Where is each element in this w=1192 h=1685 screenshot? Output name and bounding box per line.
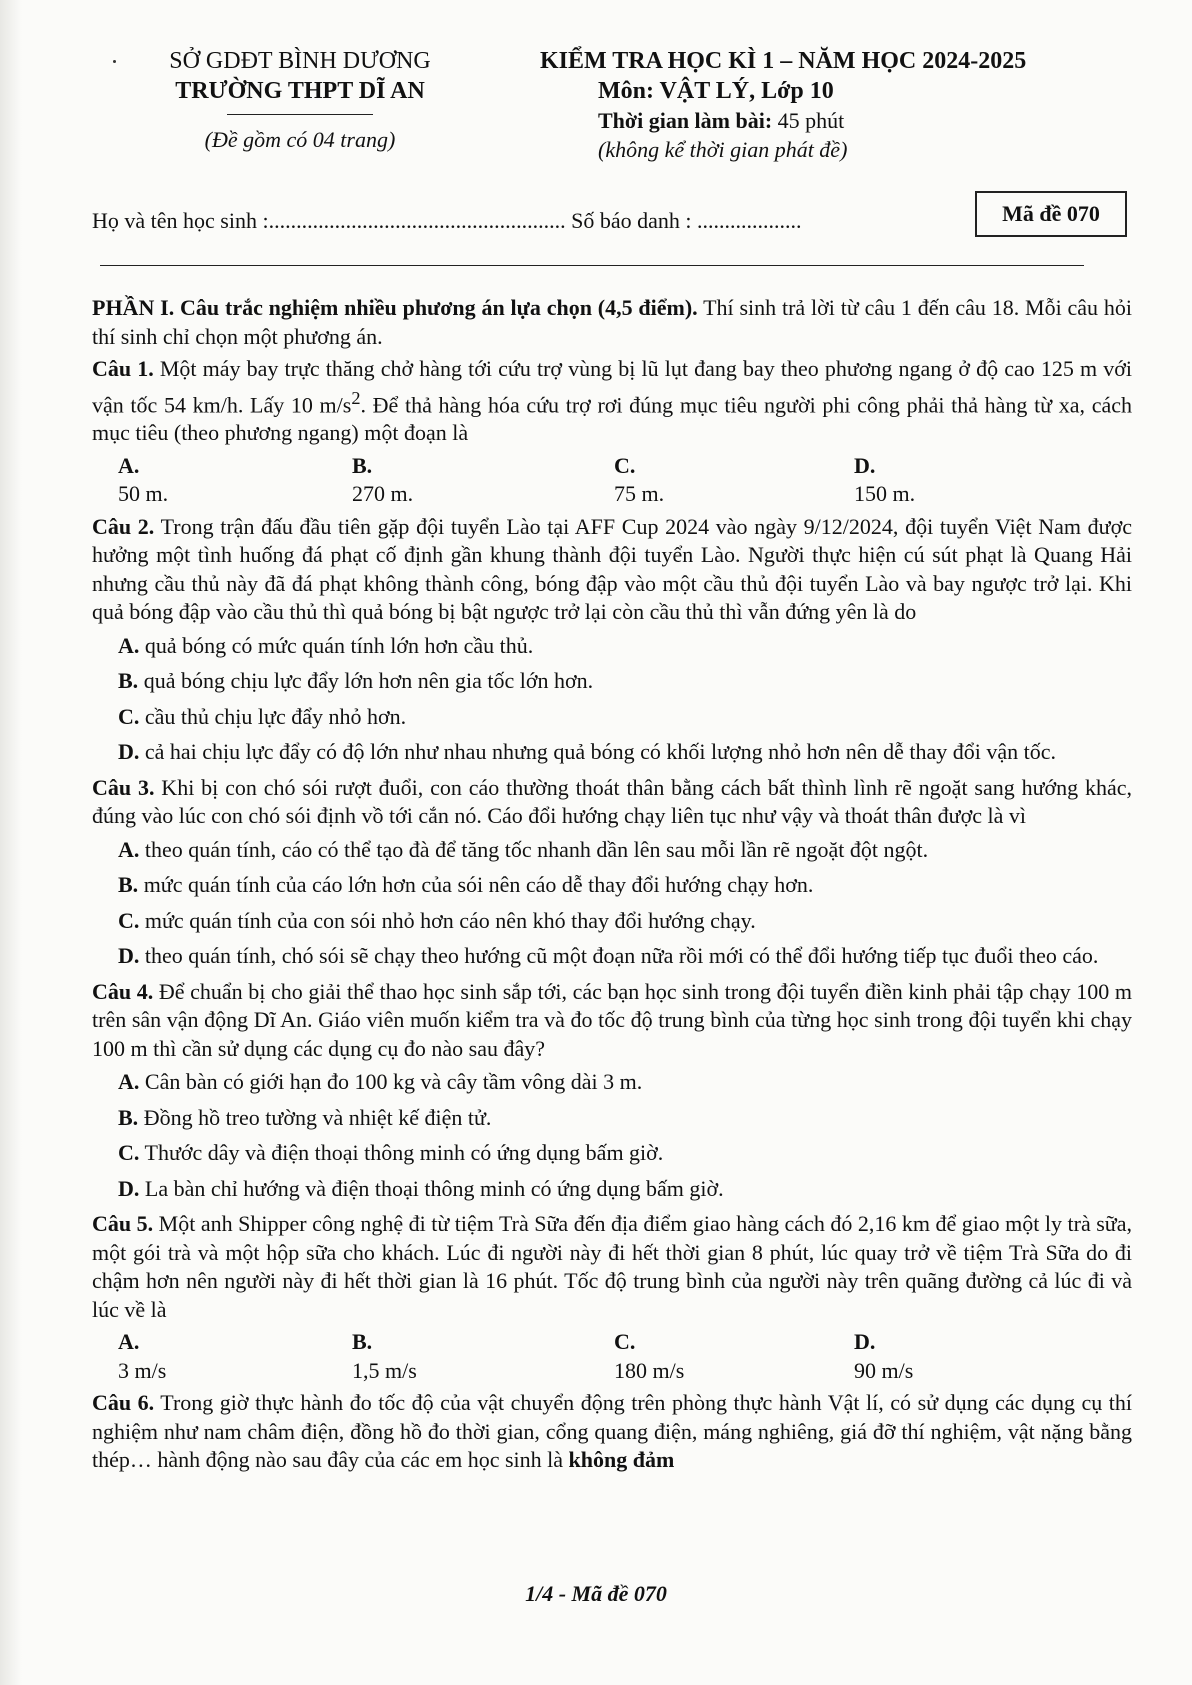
question-6 — [92, 1389, 1132, 1475]
page-count: (Đề gồm có 04 trang) — [204, 127, 396, 152]
question-6-text: Trong giờ thực hành đo tốc độ của vật chuyển động trên phòng thực hành Vật lí, có sử dụng các dụng cụ thí nghiệm như nam châm điện, đồng hồ đo thời gian, cổng quang điện, máng nghiêng, giá đỡ thí nghiệm, vật nặng bằng thép… hành động nào sau đây của các em học sinh là — [92, 1390, 1132, 1473]
option-letter: A. — [118, 1329, 140, 1355]
option-d — [92, 1175, 1132, 1204]
school-name: TRƯỜNG THPT DĨ AN — [175, 78, 425, 104]
option-letter: D. — [118, 739, 140, 765]
option-c — [92, 703, 1132, 732]
header-divider — [227, 114, 373, 115]
option-letter: C. — [614, 1329, 636, 1355]
student-id-label: Số báo danh : — [571, 208, 692, 233]
option-text: 3 m/s — [118, 1357, 167, 1383]
subject-line: Môn: VẬT LÝ, Lớp 10 — [598, 78, 834, 104]
header-right — [540, 46, 1100, 164]
option-text: 50 m. — [118, 481, 169, 507]
exam-title: KIỂM TRA HỌC KÌ 1 – NĂM HỌC 2024-2025 — [540, 48, 1027, 74]
question-3-label: Câu 3. — [92, 774, 155, 800]
option-text: 75 m. — [614, 481, 665, 507]
option-text: quả bóng có mức quán tính lớn hơn cầu thủ. — [144, 632, 534, 658]
option-letter: B. — [118, 668, 139, 694]
question-5 — [92, 1210, 1132, 1324]
option-letter: D. — [854, 1329, 876, 1355]
option-text: cả hai chịu lực đẩy có độ lớn như nhau nhưng quả bóng có khối lượng nhỏ hơn nên dễ thay đổi vận tốc. — [144, 739, 1056, 765]
option-text: 150 m. — [854, 481, 916, 507]
option-a — [92, 1328, 352, 1385]
question-2-label: Câu 2. — [92, 513, 155, 539]
exam-code-box: Mã đề 070 — [975, 191, 1127, 237]
option-letter: D. — [854, 452, 876, 478]
option-a — [92, 1068, 1132, 1097]
option-d — [854, 452, 1114, 509]
question-6-emphasis: không đảm — [568, 1447, 675, 1473]
section-instruction: Thí sinh trả lời từ câu 1 đến câu 18. Mỗi câu hỏi thí sinh chỉ chọn một phương án. — [92, 295, 1132, 349]
option-c — [92, 1139, 1132, 1168]
option-text: theo quán tính, cáo có thể tạo đà để tăng tốc nhanh dần lên sau mỗi lần rẽ ngoặt đột ngột. — [144, 836, 929, 862]
question-5-options — [92, 1328, 1132, 1385]
option-letter: C. — [118, 907, 140, 933]
option-a — [92, 632, 1132, 661]
option-letter: D. — [118, 1175, 140, 1201]
option-letter: C. — [614, 452, 636, 478]
question-1-exponent: 2 — [351, 387, 361, 408]
time-line — [540, 106, 1100, 136]
option-b — [92, 667, 1132, 696]
student-name-label: Họ và tên học sinh : — [92, 208, 269, 233]
option-text: 90 m/s — [854, 1357, 914, 1383]
department-name: SỞ GDĐT BÌNH DƯƠNG — [169, 48, 431, 74]
option-letter: D. — [118, 943, 140, 969]
question-2 — [92, 513, 1132, 627]
option-letter: C. — [118, 1140, 140, 1166]
question-4-text: Để chuẩn bị cho giải thể thao học sinh sắp tới, các bạn học sinh trong đội tuyển điền kinh phải tập chạy 100 m trên sân vận động Dĩ An. Giáo viên muốn kiểm tra và đo tốc độ trung bình của từng học sinh trong đội tuyển khi chạy 100 m thì cần sử dụng các dụng cụ đo nào sau đây? — [92, 978, 1133, 1061]
question-1-label: Câu 1. — [92, 356, 154, 381]
option-letter: B. — [118, 872, 139, 898]
header-rule — [100, 265, 1084, 266]
option-text: theo quán tính, chó sói sẽ chạy theo hướng cũ một đoạn nữa rồi mới có thể đổi hướng tiếp tục đuổi theo cáo. — [144, 943, 1099, 969]
option-c — [614, 452, 854, 509]
time-note: (không kể thời gian phát đề) — [598, 137, 848, 162]
option-text: mức quán tính của cáo lớn hơn của sói nên cáo dễ thay đổi hướng chạy hơn. — [143, 872, 814, 898]
option-d — [92, 942, 1132, 971]
question-4 — [92, 978, 1132, 1064]
section-heading — [92, 294, 1132, 351]
exam-content — [92, 294, 1132, 1479]
option-b — [352, 452, 614, 509]
scan-edge — [0, 0, 22, 1685]
question-1-text-cont: . Để thả hàng hóa cứu trợ rơi đúng mục tiêu người phi công phải thả hàng từ xa, cách mục tiêu (theo phương ngang) một đoạn là — [92, 391, 1132, 446]
question-1-options — [92, 452, 1132, 509]
question-2-text: Trong trận đấu đầu tiên gặp đội tuyển Lào tại AFF Cup 2024 vào ngày 9/12/2024, đội tuyển Việt Nam được hưởng một tình huống đá phạt cố định gần khung thành đội tuyển Lào. Người thực hiện cú sút phạt là Quang Hải nhưng cầu thủ này đã đá phạt không thành công, bóng đập vào một cầu thủ đội tuyển Lào và bay ngược trở lại. Khi quả bóng đập vào cầu thủ thì quả bóng bị bật ngược trở lại còn cầu thủ thì vẫn đứng yên là do — [92, 513, 1132, 625]
option-text: cầu thủ chịu lực đẩy nhỏ hơn. — [144, 703, 407, 729]
option-text: Đồng hồ treo tường và nhiệt kế điện tử. — [143, 1104, 492, 1130]
question-3 — [92, 774, 1132, 831]
student-name-field: ...................................................... — [268, 208, 566, 233]
question-5-text: Một anh Shipper công nghệ đi từ tiệm Trà Sữa đến địa điểm giao hàng cách đó 2,16 km để giao một ly trà sữa, một gói trà và một hộp sữa cho khách. Lúc đi người này đi hết thời gian 8 phút, lúc quay trở về tiệm Trà Sữa do đi chậm hơn nên người này đi hết thời gian là 16 phút. Tốc độ trung bình của người này trên quãng đường cả lúc đi và lúc về là — [92, 1211, 1132, 1322]
option-text: 270 m. — [352, 481, 414, 507]
option-d — [92, 738, 1132, 767]
option-text: mức quán tính của con sói nhỏ hơn cáo nên khó thay đổi hướng chạy. — [144, 907, 756, 933]
header-left — [140, 46, 460, 155]
option-c — [92, 907, 1132, 936]
question-5-label: Câu 5. — [92, 1211, 154, 1237]
section-title: PHẦN I. Câu trắc nghiệm nhiều phương án lựa chọn (4,5 điểm). — [92, 295, 698, 320]
time-label: Thời gian làm bài: — [598, 108, 773, 133]
option-text: quả bóng chịu lực đẩy lớn hơn nên gia tốc lớn hơn. — [143, 668, 594, 694]
option-a — [92, 836, 1132, 865]
option-text: 180 m/s — [614, 1357, 685, 1383]
student-id-field: ................... — [696, 208, 802, 233]
option-b — [352, 1328, 614, 1385]
option-d — [854, 1328, 1114, 1385]
option-b — [92, 871, 1132, 900]
option-letter: A. — [118, 1069, 140, 1095]
question-4-label: Câu 4. — [92, 978, 154, 1004]
option-letter: B. — [352, 1329, 373, 1355]
option-text: La bàn chỉ hướng và điện thoại thông minh có ứng dụng bấm giờ. — [144, 1175, 724, 1201]
option-text: Cân bàn có giới hạn đo 100 kg và cây tầm vông dài 3 m. — [144, 1069, 643, 1095]
option-text: Thước dây và điện thoại thông minh có ứng dụng bấm giờ. — [144, 1140, 664, 1166]
question-1-text: Một máy bay trực thăng chở hàng tới cứu trợ vùng bị lũ lụt đang bay theo phương ngang ở độ cao 125 m với vận tốc 54 km/h. Lấy 10 m/s — [92, 356, 1132, 417]
option-letter: A. — [118, 632, 140, 658]
option-c — [614, 1328, 854, 1385]
question-1 — [92, 355, 1132, 448]
question-3-text: Khi bị con chó sói rượt đuổi, con cáo thường thoát thân bằng cách bất thình lình rẽ ngoặt sang hướng khác, đúng vào lúc con chó sói định vồ tới cắn nó. Cáo đổi hướng chạy liên tục như vậy và thoát thân được là vì — [92, 774, 1132, 829]
option-b — [92, 1104, 1132, 1133]
option-letter: C. — [118, 703, 140, 729]
student-info-line — [92, 206, 801, 236]
question-6-label: Câu 6. — [92, 1390, 155, 1416]
time-value: 45 phút — [777, 108, 845, 133]
option-text: 1,5 m/s — [352, 1357, 417, 1383]
option-letter: A. — [118, 452, 140, 478]
page-footer: 1/4 - Mã đề 070 — [525, 1581, 667, 1606]
option-a — [92, 452, 352, 509]
option-letter: A. — [118, 836, 140, 862]
option-letter: B. — [118, 1104, 139, 1130]
scan-speck — [113, 60, 116, 63]
option-letter: B. — [352, 452, 373, 478]
